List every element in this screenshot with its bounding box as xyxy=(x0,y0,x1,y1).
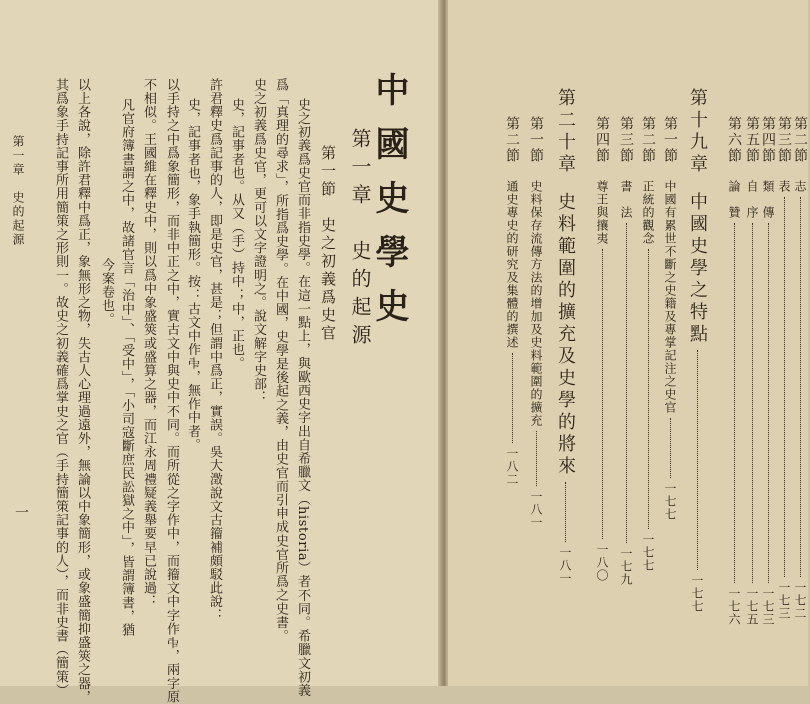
toc-entry: 第二節 通史專史的研究及集體的撰述一八二 xyxy=(504,116,520,486)
section-heading: 第一節 史之初義爲史官 xyxy=(319,145,337,343)
text-column: 凡官府簿書謂之中，故諸官言「治中」、「受中」，「小司寇斷庶民訟獄之中」，皆謂簿書，猶 xyxy=(119,98,134,637)
text-column: 不相似。王國維在釋史中，則以爲中象盛筴或盛算之器，而江永周禮疑義舉要早已說過： xyxy=(141,78,156,609)
toc-entry: 第二十章 史料範圍的擴充及史學的將來一八一 xyxy=(555,88,576,585)
toc-entry: 第四節 類 傳一七三 xyxy=(760,116,776,626)
chapter-heading: 第一章 史的起源 xyxy=(348,128,372,352)
toc-entry: 第五節 自 序一七五 xyxy=(744,116,760,626)
text-column: 其爲象手持記事所用簡策之形則一。故史之初義確爲掌史之官（手持簡策記事的人），而非史書（簡策） xyxy=(53,78,68,698)
text-column: 史，記事者也，象手執簡形。按：古文中作𠁩，無作中者。 xyxy=(185,98,200,452)
text-column: 許君釋史爲記事的人，即是史官，甚是；但謂中爲正，實誤。吳大澂說文古籀補頗駁此說： xyxy=(207,78,222,622)
toc-entry: 第三節 表一七三 xyxy=(776,116,792,620)
text-column: 以手持之中爲象簡形，而非中正之中，實古文中與史中不同。而所從之字作中，而籀文中字作𠁩，兩字原 xyxy=(164,78,179,704)
book-title: 中國史學史 xyxy=(369,72,409,342)
toc-entry: 第一節 史料保存流傳方法的增加及史料範圍的擴充一八一 xyxy=(528,116,544,529)
toc-entry: 第二節 志一七二 xyxy=(792,116,808,620)
text-column: 以上各說，除許君釋中爲正，象無形之物，失古人心理過遠外，無論以中象簡形，或象盛簡抑盛筴之器， xyxy=(75,78,90,704)
text-column: 史之初義爲史官，更可以文字證明之。說文解字史部： xyxy=(251,78,266,405)
toc-entry: 第一節 中國有累世不斷之史籍及專掌記注之史官一七七 xyxy=(662,116,678,521)
toc-entry: 第四節 尊王與攘夷一八〇 xyxy=(594,116,610,582)
text-column: 爲「真理的尋求」，所指爲史學。在中國，史學是後起之義，由史官而引申成史官所爲之史書。 xyxy=(273,78,288,643)
text-column: 今案卷也。 xyxy=(99,258,114,326)
toc-entry: 第三節 書 法一七九 xyxy=(618,116,634,586)
running-header: 第一章 史的起源 xyxy=(11,135,25,247)
text-column: 史之初義爲史官而非指史學。在這一點上，與歐西史字出自希臘文（historia）者不同。希臘文初義 xyxy=(295,98,310,698)
page-number: 一 xyxy=(13,505,29,520)
toc-entry: 第六節 論 贊一七六 xyxy=(726,116,742,626)
right-page-toc xyxy=(448,0,808,686)
text-column: 史，記事者也。从又（手）持中；中，正也。 xyxy=(229,98,244,370)
toc-entry: 第十九章 中國史學之特點一七七 xyxy=(687,88,708,613)
toc-entry: 第二節 正統的觀念一七七 xyxy=(640,116,656,572)
